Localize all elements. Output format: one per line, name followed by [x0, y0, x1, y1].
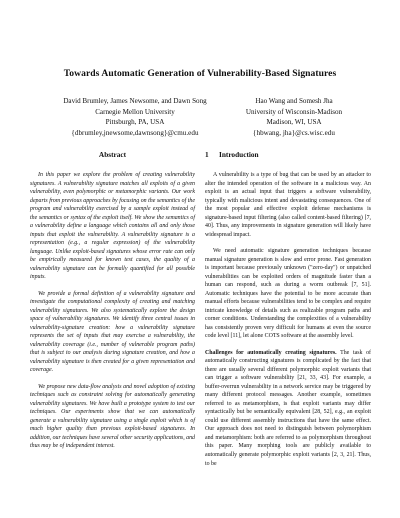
abstract-paragraph: In this paper we explore the problem of creating vulnerability signatures. A vulnerability signature matches all exploits of a given vulnerability, even polymorphic or metamorphic variants. Our work departs from previous approaches by focusing on the semantics of the program and vulnerability exercised by a sample exploit instead of the semantics or syntax of the exploit itself. We show the semantics of a vulnerability define a language which contains all and only those inputs that exploit the vulnerability. A vulnerability signature is a representation (e.g., a regular expression) of the vulnerability language. Unlike exploit-based signatures whose error rate can only be empirically measured for known test cases, the quality of a vulnerability signature can be formally quantified for all possible inputs. — [30, 172, 195, 281]
introduction-column — [205, 150, 371, 476]
author-names: Hao Wang and Somesh Jha — [255, 97, 333, 105]
runin-heading: Challenges for automatically creating signatures. — [205, 349, 337, 356]
abstract-heading: Abstract — [98, 150, 127, 159]
section-number: 1 — [205, 150, 209, 159]
paper-title: Towards Automatic Generation of Vulnerability-Based Signatures — [63, 68, 337, 79]
abstract-paragraph: We provide a formal definition of a vulnerability signature and investigate the computational complexity of creating and matching vulnerability signatures. We also systematically explore the design space of vulnerability signatures. We identify three central issues in vulnerability-signature creation: how a vulnerability signature represents the set of inputs that may exercise a vulnerability, the vulnerability coverage (i.e., number of vulnerable program paths) that is subject to our analysis during signature creation, and how a vulnerability signature is then created for a given representation and coverage. — [30, 290, 195, 374]
author-names: David Brumley, James Newsome, and Dawn Song — [63, 97, 207, 105]
author-affiliation: Carnegie Mellon University — [95, 107, 175, 116]
author-block-left — [58, 96, 212, 138]
author-affiliation: University of Wisconsin-Madison — [245, 107, 343, 116]
section-heading — [205, 150, 371, 159]
intro-paragraph: A vulnerability is a type of bug that can be used by an attacker to alter the intended operation of the software in a malicious way. An exploit is an actual input that triggers a software vulnerability, typically with malicious intent and devastating consequences. One of the most popular and effective exploit defense mechanisms is signature-based input filtering (also called content-based filtering) [7, 40]. Thus, any improvements in signature generation will likely have widespread impact. — [205, 172, 371, 238]
author-block-right — [218, 96, 370, 138]
section-title: Introduction — [219, 150, 259, 159]
intro-paragraph — [205, 349, 371, 468]
author-email: {hbwang, jha}@cs.wisc.edu — [253, 128, 335, 137]
author-location: Pittsburgh, PA, USA — [105, 118, 165, 126]
author-email: {dbrumley,jnewsome,dawnsong}@cmu.edu — [71, 128, 199, 137]
author-location: Madison, WI, USA — [266, 118, 322, 126]
runin-text: The task of automatically constructing signatures is complicated by the fact that there are usually several different polymorphic exploit variants that can trigger a software vulnerability [21, 33, 43]. For example, a buffer-overrun vulnerability in a network service may be triggered by many different protocol messages. Another example, sometimes referred to as metamorphism, is that exploit variants may differ syntactically but be semantically equivalent [28, 52], e.g., an exploit could use different assembly instructions that have the same effect. Our approach does not need to distinguish between polymorphism and metamorphism: both are referred to as polymorphism throughout this paper. Many morphing tools are publicly available to automatically generate polymorphic exploit variants [2, 3, 21]. Thus, to be — [205, 349, 371, 467]
abstract-paragraph: We propose new data-flow analysis and novel adoption of existing techniques such as constraint solving for automatically generating vulnerability signatures. We have built a prototype system to test our techniques. Our experiments show that we can automatically generate a vulnerability signature using a single exploit which is of much higher quality than previous exploit-based signatures. In addition, our techniques have several other security applications, and thus may be of independent interest. — [30, 383, 195, 450]
abstract-column — [30, 150, 195, 459]
intro-paragraph: We need automatic signature generation techniques because manual signature generation is slow and error prone. Fast generation is important because previously unknown ("zero-day") or unpatched vulnerabilities can be exploited orders of magnitude faster than a human can respond, such as during a worm outbreak [7, 51]. Automatic techniques have the potential to be more accurate than manual efforts because vulnerabilities tend to be complex and require intricate knowledge of details such as realizable program paths and corner conditions. Understanding the complexities of a vulnerability has consistently proven very difficult for humans at even the source code level [11], let alone COTS software at the assembly level. — [205, 248, 371, 340]
